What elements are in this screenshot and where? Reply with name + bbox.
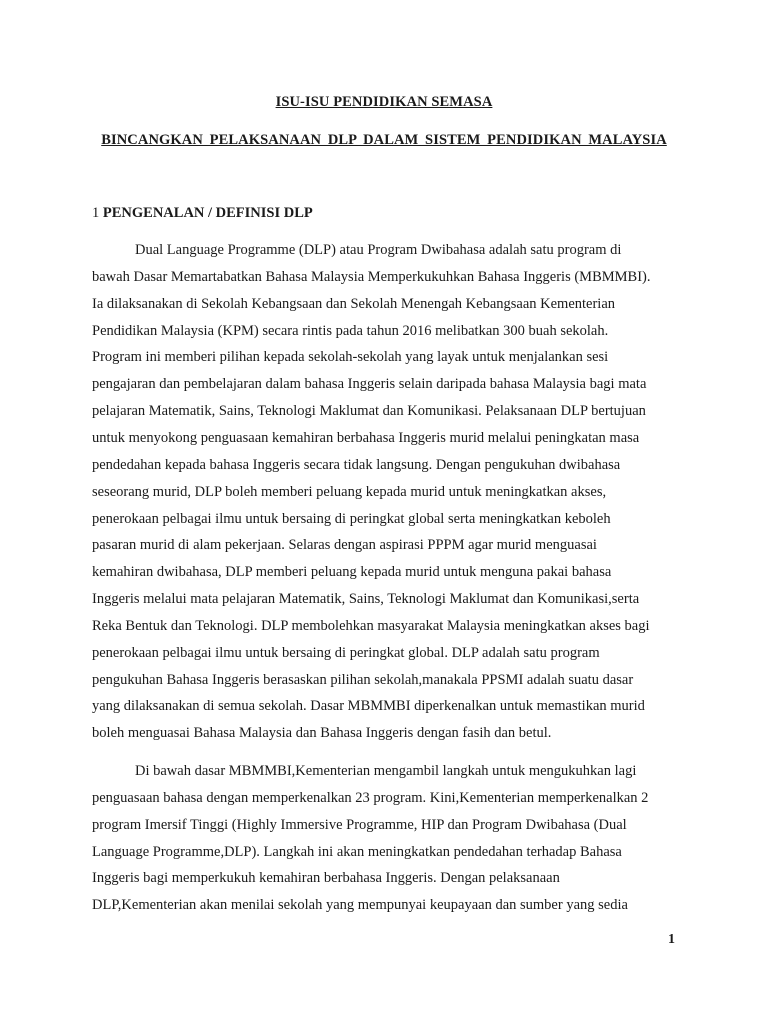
page-number: 1: [668, 932, 675, 947]
paragraph-line: DLP,Kementerian akan menilai sekolah yang mempunyai keupayaan dan sumber yang sedia: [92, 897, 628, 914]
paragraph-line: Inggeris melalui mata pelajaran Matematik, Sains, Teknologi Maklumat dan Komunikasi,serta: [92, 591, 640, 608]
section-number: 1: [92, 205, 100, 221]
paragraph-line: program Imersif Tinggi (Highly Immersive Programme, HIP dan Program Dwibahasa (Dual: [92, 816, 627, 833]
paragraph-line: penerokaan pelbagai ilmu untuk bersaing di peringkat global. DLP adalah satu program: [92, 644, 600, 661]
paragraph-line: Reka Bentuk dan Teknologi. DLP membolehkan masyarakat Malaysia meningkatkan akses bagi: [92, 617, 650, 634]
paragraph-line: penguasaan bahasa dengan memperkenalkan 23 program. Kini,Kementerian memperkenalkan 2: [92, 789, 649, 806]
paragraph-line: pendedahan kepada bahasa Inggeris secara tidak langsung. Dengan pengukuhan dwibahasa: [92, 456, 621, 473]
document-title: ISU-ISU PENDIDIKAN SEMASA: [275, 94, 493, 110]
paragraph-line: Di bawah dasar MBMMBI,Kementerian mengambil langkah untuk mengukuhkan lagi: [135, 763, 637, 779]
paragraph-line: Program ini memberi pilihan kepada sekolah-sekolah yang layak untuk menjalankan sesi: [92, 349, 609, 366]
paragraph-line: bawah Dasar Memartabatkan Bahasa Malaysia Memperkukuhkan Bahasa Inggeris (MBMMBI).: [92, 268, 651, 285]
paragraph-line: Ia dilaksanakan di Sekolah Kebangsaan dan Sekolah Menengah Kebangsaan Kementerian: [92, 295, 616, 312]
paragraph-line: penerokaan pelbagai ilmu untuk bersaing di peringkat global serta meningkatkan keboleh: [92, 510, 611, 527]
section-heading-text: PENGENALAN / DEFINISI DLP: [102, 205, 313, 221]
paragraph-line: Dual Language Programme (DLP) atau Program Dwibahasa adalah satu program di: [135, 242, 622, 258]
paragraph-line: pengajaran dan pembelajaran dalam bahasa Inggeris selain daripada bahasa Malaysia bagi mata: [92, 376, 647, 393]
paragraph-line: Language Programme,DLP). Langkah ini akan meningkatkan pendedahan terhadap Bahasa: [92, 843, 622, 860]
paragraph-line: pasaran murid di alam pekerjaan. Selaras dengan aspirasi PPPM agar murid menguasai: [92, 537, 597, 554]
document-subtitle: BINCANGKAN PELAKSANAAN DLP DALAM SISTEM PENDIDIKAN MALAYSIA: [101, 132, 667, 148]
paragraph-line: pelajaran Matematik, Sains, Teknologi Maklumat dan Komunikasi. Pelaksanaan DLP bertujuan: [92, 403, 646, 420]
paragraph-line: pengukuhan Bahasa Inggeris berasaskan pilihan sekolah,manakala PPSMI adalah suatu dasar: [92, 671, 634, 688]
paragraph-line: boleh menguasai Bahasa Malaysia dan Bahasa Inggeris dengan fasih dan betul.: [92, 725, 552, 742]
paragraph-line: Inggeris bagi memperkukuh kemahiran berbahasa Inggeris. Dengan pelaksanaan: [92, 870, 560, 887]
paragraph-line: seseorang murid, DLP boleh memberi peluang kepada murid untuk meningkatkan akses,: [92, 483, 607, 500]
paragraph-line: yang dilaksanakan di semua sekolah. Dasar MBMMBI diperkenalkan untuk memastikan murid: [92, 698, 645, 715]
paragraph-line: untuk menyokong penguasaan kemahiran berbahasa Inggeris murid melalui peningkatan masa: [92, 429, 640, 446]
paragraph-line: kemahiran dwibahasa, DLP memberi peluang kepada murid untuk menguna pakai bahasa: [92, 564, 612, 581]
section-heading: [92, 205, 313, 222]
paragraph-line: Pendidikan Malaysia (KPM) secara rintis pada tahun 2016 melibatkan 300 buah sekolah.: [92, 322, 609, 339]
